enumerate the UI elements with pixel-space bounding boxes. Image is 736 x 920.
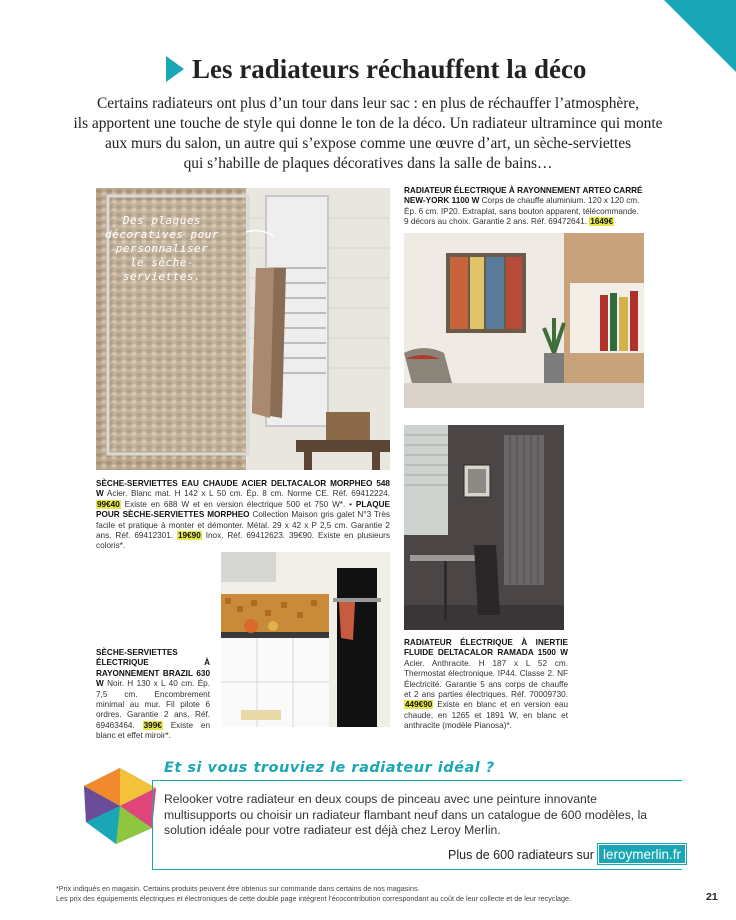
photo-ramada-illustration — [404, 425, 564, 630]
product-ramada-description — [404, 638, 568, 732]
photo-arteo-illustration — [404, 233, 644, 408]
product-morpheo-variants: Existe en 688 W et en version électrique 500 et 750 W*. • — [120, 499, 356, 509]
product-arteo-text: Corps de chauffe aluminium. 120 x 120 cm. Ép. 6 cm. IP20. Extraplat, sans bouton apparent, télécommande. 9 décors au choix. Garantie 2 ans. Réf. 69472641. — [404, 196, 640, 227]
page-number: 21 — [706, 891, 718, 903]
corner-accent — [664, 0, 736, 72]
promo-title: Et si vous trouviez le radiateur idéal ? — [164, 760, 495, 776]
product-morpheo-description — [96, 479, 390, 552]
photo-radiator-arteo — [404, 233, 644, 408]
product-plaque-name: PLAQUE POUR SÈCHE-SERVIETTES MORPHEO — [96, 499, 390, 520]
page-title-block — [166, 54, 626, 86]
handnote-line: serviettes. — [122, 270, 202, 283]
photo-caption-handwritten — [102, 214, 222, 284]
photo-towel-rail-brazil — [221, 552, 390, 727]
intro-line: Certains radiateurs ont plus d’un tour dans leur sac : en plus de réchauffer l’atmosphère, — [96, 95, 640, 112]
footnote-line: Les prix des équipements électriques et électroniques de cette double page intègrent l’écocontribution correspondant au coût de leur collecte et de leur recyclage. — [56, 894, 572, 903]
product-morpheo-name: SÈCHE-SERVIETTES EAU CHAUDE ACIER DELTACALOR MORPHEO 548 W — [96, 479, 390, 499]
promo-footer-text: Plus de 600 radiateurs sur — [448, 848, 594, 862]
product-plaque-variants: Inox. Réf. 69412623. 39€90. Existe en plusieurs coloris*. — [96, 531, 390, 551]
product-plaque-price: 19€90 — [178, 531, 201, 541]
promo-text: Relooker votre radiateur en deux coups de pinceau avec une peinture innovante multisupports ou choisir un radiateur flambant neuf dans un catalogue de 600 modèles, la solution idéale pour votre radiateur est déjà chez Leroy Merlin. — [164, 792, 648, 837]
product-ramada-name: RADIATEUR ÉLECTRIQUE À INERTIE FLUIDE DELTACALOR RAMADA 1500 W — [404, 638, 568, 658]
handnote-line: personnaliser — [115, 242, 209, 255]
product-brazil-description — [96, 648, 210, 742]
promo-logo-icon — [80, 766, 160, 846]
photo-radiator-ramada — [404, 425, 564, 630]
product-brazil-price: 399€ — [143, 720, 162, 730]
handnote-line: le sèche- — [129, 256, 195, 269]
page-title: Les radiateurs réchauffent la déco — [192, 54, 587, 84]
product-ramada-price: 449€90 — [405, 700, 433, 710]
product-morpheo-price: 99€40 — [97, 499, 120, 509]
handnote-line: Des plaques — [122, 214, 202, 227]
handnote-line: décoratives pour — [105, 228, 219, 241]
product-plaque-text: Collection Maison gris galet N°3 Très facile et pratique à monter et démonter. Métal. 29 x 42 x P 2,5 cm. Garantie 2 ans. Réf. 69412301. — [96, 510, 390, 541]
product-ramada-text: Acier. Anthracite. H 187 x L 52 cm. Thermostat électronique. IP44. Classe 2. NF Électricité. Garantie 5 ans corps de chauffe et 2 ans parties électriques. Réf. 70009730. — [404, 658, 568, 700]
product-arteo-description — [404, 186, 644, 228]
promo-website-link[interactable]: leroymerlin.fr — [598, 844, 686, 864]
intro-line: aux murs du salon, un autre qui s’expose comme une œuvre d’art, un sèche-serviettes — [104, 135, 632, 152]
product-brazil-text: Noir. H 130 x L 40 cm. Ép. 7,5 cm. Encombrement minimal au mur. Fil pilote 6 ordres. Garantie 2 ans. Réf. 69463464. — [96, 679, 210, 730]
footnote — [56, 884, 666, 904]
intro-line: qui s’habille de plaques décoratives dans la salle de bains… — [183, 155, 553, 172]
product-brazil-name: SÈCHE-SERVIETTES ÉLECTRIQUE À RAYONNEMENT BRAZIL 630 W — [96, 648, 210, 689]
product-morpheo-text: Acier. Blanc mat. H 142 x L 50 cm. Ép. 8 cm. Norme CE. Réf. 69412224. — [103, 489, 390, 499]
title-arrow-icon — [166, 56, 184, 82]
product-brazil-variants: Existe en blanc et effet miroir*. — [96, 720, 210, 741]
footnote-line: *Prix indiqués en magasin. Certains produits peuvent être obtenus sur commande dans certains de nos magasins. — [56, 884, 420, 893]
intro-line: ils apportent une touche de style qui donne le ton de la déco. Un radiateur ultramince qui monte — [73, 115, 663, 132]
product-arteo-price: 1649€ — [590, 217, 614, 227]
intro-paragraph — [40, 94, 696, 174]
product-ramada-variants: Existe en blanc et en version eau chaude, en 1265 et 1891 W, en blanc et anthracite (modèle Pianosa)*. — [404, 700, 568, 731]
product-arteo-name: RADIATEUR ÉLECTRIQUE À RAYONNEMENT ARTEO CARRÉ NEW-YORK 1100 W — [404, 186, 643, 206]
photo-brazil-illustration — [221, 552, 390, 727]
